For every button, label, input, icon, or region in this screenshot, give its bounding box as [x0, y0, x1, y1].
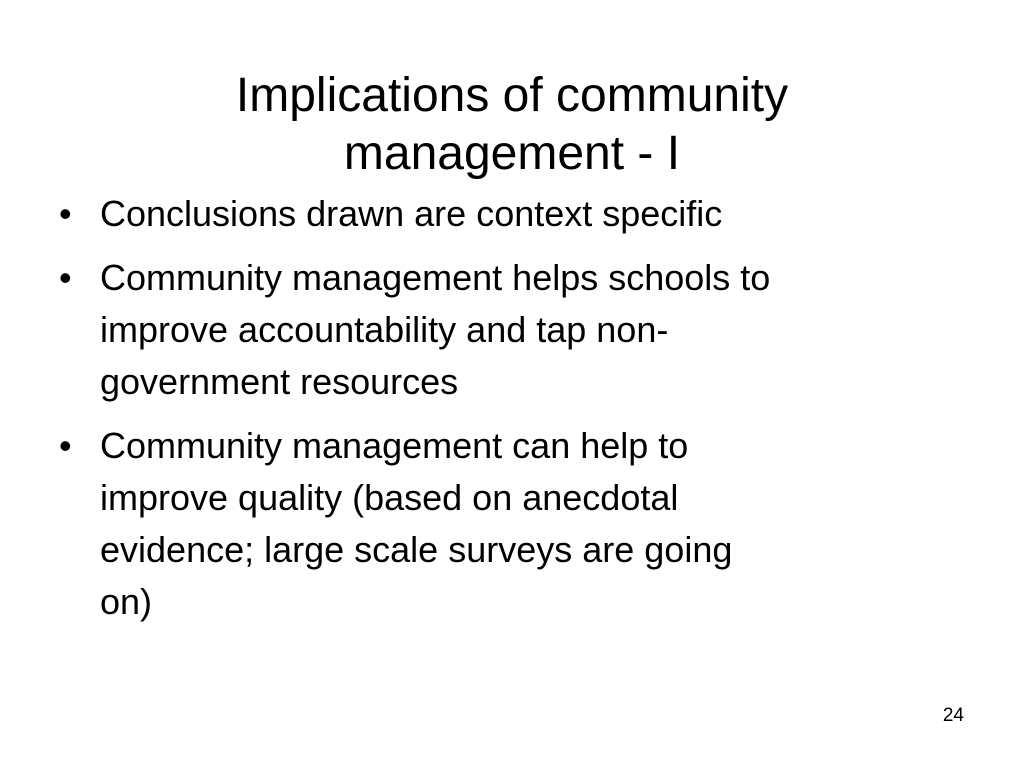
bullet-2-line-2: improve accountability and tap non- — [100, 309, 669, 350]
bullet-item-2 — [59, 252, 959, 408]
bullet-item-1 — [59, 188, 959, 240]
bullet-point-icon: • — [59, 425, 72, 466]
slide-title-line-1: Implications of community — [235, 69, 789, 123]
bullet-3-line-3: evidence; large scale surveys are going — [100, 529, 733, 570]
bullet-point-icon: • — [59, 257, 72, 298]
slide-title-line-2: management - I — [343, 127, 681, 181]
bullet-2-line-1: Community management helps schools to — [100, 257, 771, 298]
bullet-3-line-4: on) — [100, 581, 153, 622]
bullet-item-3 — [59, 420, 959, 628]
bullet-point-icon: • — [59, 193, 72, 234]
bullet-3-line-2: improve quality (based on anecdotal — [100, 477, 679, 518]
bullet-3-line-1: Community management can help to — [100, 425, 689, 466]
bullet-1-line-1: Conclusions drawn are context specific — [100, 193, 723, 234]
bullet-list — [59, 188, 959, 640]
bullet-2-line-3: government resources — [100, 361, 459, 402]
page-number: 24 — [942, 705, 964, 726]
slide-title — [112, 67, 912, 183]
